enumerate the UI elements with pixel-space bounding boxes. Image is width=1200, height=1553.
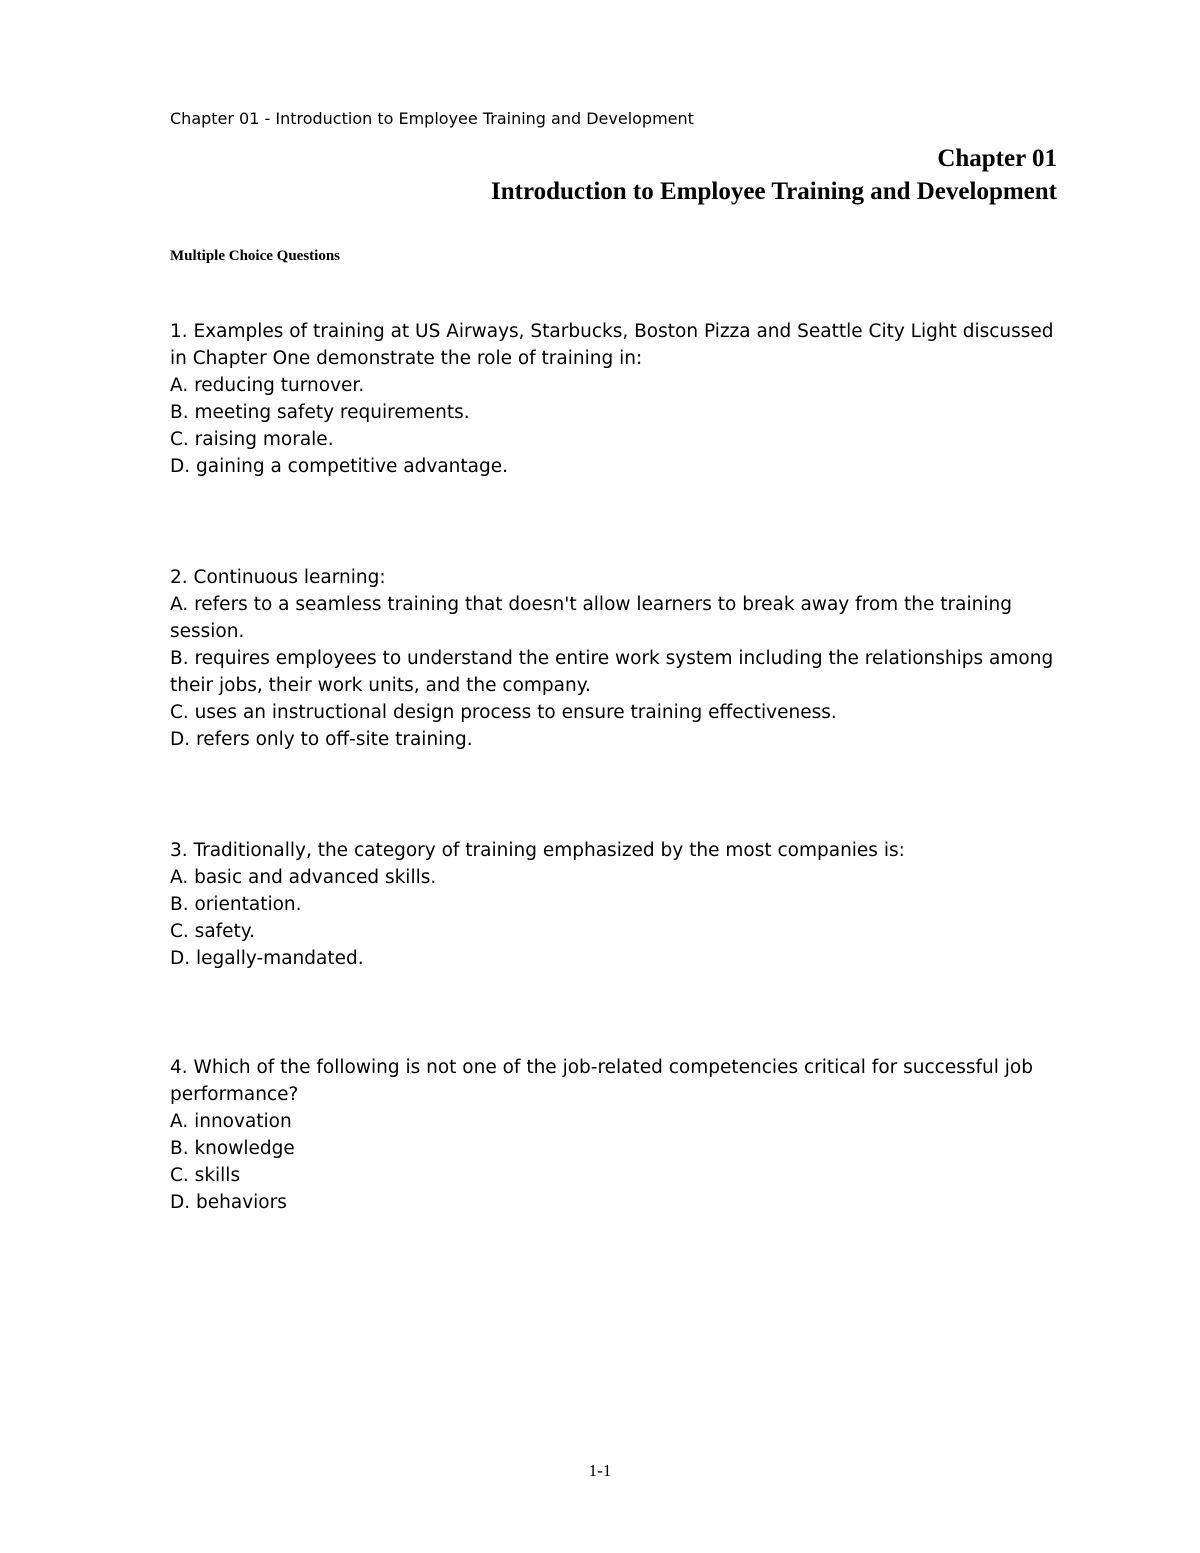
question-3-option-a: A. basic and advanced skills. — [170, 867, 437, 888]
question-4-stem: 4. Which of the following is not one of the job-related competencies critical for successful job performance? — [170, 1057, 1033, 1105]
question-1-option-b: B. meeting safety requirements. — [170, 402, 470, 423]
running-header: Chapter 01 - Introduction to Employee Training and Development — [170, 109, 694, 128]
question-1 — [170, 318, 1060, 480]
question-4-option-b: B. knowledge — [170, 1138, 295, 1159]
question-2 — [170, 564, 1060, 753]
question-2-option-c: C. uses an instructional design process to ensure training effectiveness. — [170, 702, 837, 723]
page-number: 1-1 — [588, 1461, 612, 1480]
question-3-stem: 3. Traditionally, the category of training emphasized by the most companies is: — [170, 840, 905, 861]
question-4-option-a: A. innovation — [170, 1111, 292, 1132]
question-2-stem: 2. Continuous learning: — [170, 567, 386, 588]
question-2-option-b: B. requires employees to understand the entire work system including the relationships among their jobs, their work units, and the company. — [170, 648, 1054, 696]
chapter-title-block — [491, 142, 1057, 208]
question-4 — [170, 1054, 1060, 1216]
question-2-option-d: D. refers only to off-site training. — [170, 729, 473, 750]
chapter-number-title: Chapter 01 — [937, 145, 1057, 172]
question-2-option-a: A. refers to a seamless training that doesn't allow learners to break away from the training session. — [170, 594, 1012, 642]
question-4-option-c: C. skills — [170, 1165, 241, 1186]
chapter-subtitle: Introduction to Employee Training and Development — [490, 178, 1057, 205]
question-3-option-d: D. legally-mandated. — [170, 948, 364, 969]
question-1-stem: 1. Examples of training at US Airways, Starbucks, Boston Pizza and Seattle City Light discussed in Chapter One demonstrate the role of training in: — [170, 321, 1054, 369]
question-1-option-d: D. gaining a competitive advantage. — [170, 456, 508, 477]
question-4-option-d: D. behaviors — [170, 1192, 287, 1213]
question-1-option-c: C. raising morale. — [170, 429, 334, 450]
question-3-option-b: B. orientation. — [170, 894, 302, 915]
question-3-option-c: C. safety. — [170, 921, 255, 942]
question-1-option-a: A. reducing turnover. — [170, 375, 365, 396]
question-3 — [170, 837, 1060, 972]
section-heading: Multiple Choice Questions — [170, 248, 341, 264]
